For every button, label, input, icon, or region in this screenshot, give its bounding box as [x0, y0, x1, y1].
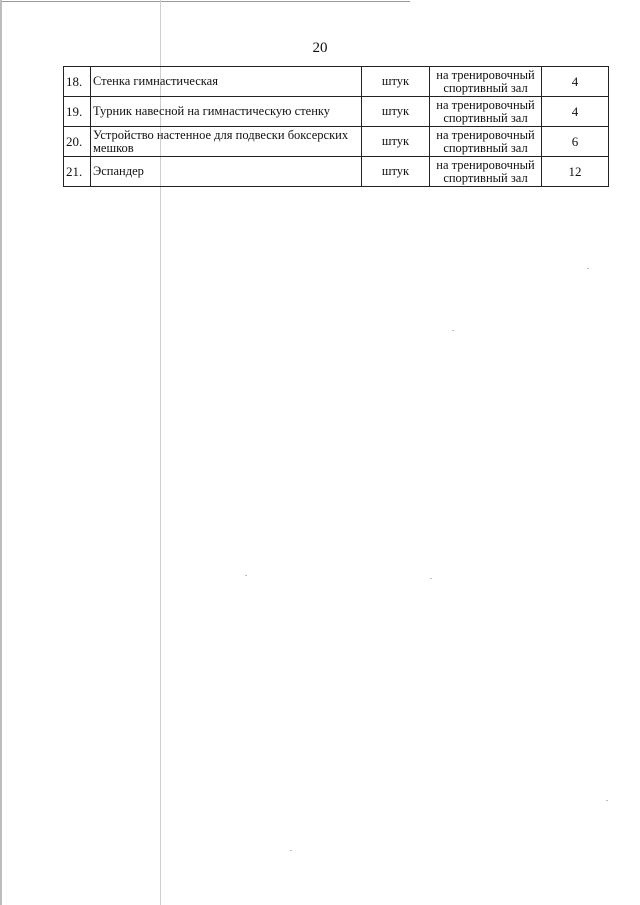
placement: на тренировочный спортивный зал	[430, 157, 542, 187]
equipment-table	[63, 66, 609, 187]
item-name: Стенка гимнастическая	[91, 67, 362, 97]
scan-speck	[245, 575, 247, 576]
quantity: 12	[542, 157, 609, 187]
unit: штук	[362, 127, 430, 157]
row-number: 19.	[64, 97, 91, 127]
item-name: Устройство настенное для подвески боксерских мешков	[91, 127, 362, 157]
unit: штук	[362, 157, 430, 187]
table-row	[64, 97, 609, 127]
page-number: 20	[312, 40, 328, 56]
table-row	[64, 157, 609, 187]
row-number: 21.	[64, 157, 91, 187]
placement: на тренировочный спортивный зал	[430, 67, 542, 97]
scan-speck	[606, 800, 608, 801]
row-number: 20.	[64, 127, 91, 157]
scan-speck	[452, 330, 454, 331]
table-row	[64, 67, 609, 97]
unit: штук	[362, 67, 430, 97]
scan-edge-top	[0, 1, 410, 2]
placement: на тренировочный спортивный зал	[430, 97, 542, 127]
quantity: 4	[542, 97, 609, 127]
scan-speck	[430, 578, 432, 579]
scan-speck	[290, 850, 292, 851]
row-number: 18.	[64, 67, 91, 97]
placement: на тренировочный спортивный зал	[430, 127, 542, 157]
scan-edge-left	[0, 0, 2, 905]
item-name: Эспандер	[91, 157, 362, 187]
quantity: 6	[542, 127, 609, 157]
unit: штук	[362, 97, 430, 127]
scan-speck	[587, 268, 589, 269]
table-row	[64, 127, 609, 157]
item-name: Турник навесной на гимнастическую стенку	[91, 97, 362, 127]
quantity: 4	[542, 67, 609, 97]
